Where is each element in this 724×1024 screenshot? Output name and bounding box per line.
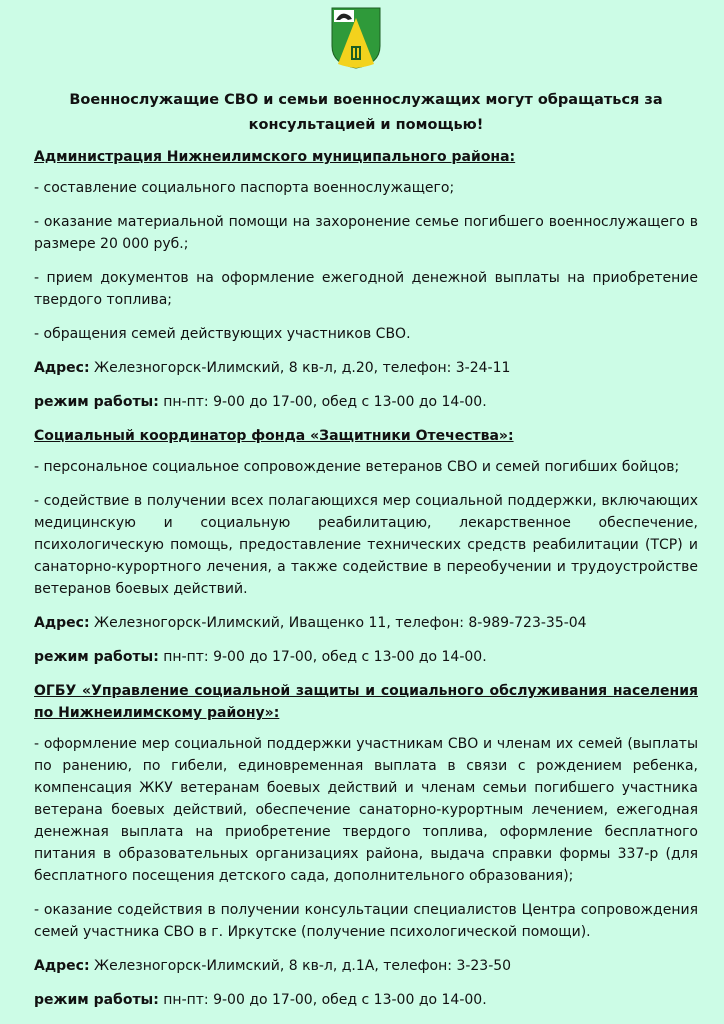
list-item: - оказание материальной помощи на захоронение семье погибшего военнослужащего в размере 20 000 руб.; xyxy=(34,214,698,252)
address-label: Адрес: xyxy=(34,360,90,376)
page-title: Военнослужащие СВО и семьи военнослужащих могут обращаться за консультацией и помощью! xyxy=(69,92,663,133)
section-heading: Социальный координатор фонда «Защитники Отечества»: xyxy=(34,428,514,444)
list-item: - персональное социальное сопровождение ветеранов СВО и семей погибших бойцов; xyxy=(34,459,680,475)
hours-label: режим работы: xyxy=(34,992,159,1008)
hours-line xyxy=(34,646,698,668)
address-value: Железногорск-Илимский, 8 кв-л, д.20, телефон: 3-24-11 xyxy=(89,360,511,376)
coat-of-arms-icon xyxy=(330,6,382,70)
list-item: - составление социального паспорта военнослужащего; xyxy=(34,180,455,196)
hours-line xyxy=(34,391,698,413)
address-value: Железногорск-Илимский, 8 кв-л, д.1А, телефон: 3-23-50 xyxy=(89,958,512,974)
list-item: - оформление мер социальной поддержки участникам СВО и членам их семей (выплаты по ранению, по гибели, единовременная выплата в связи с рождением ребенка, компенсация ЖКУ ветеранам боевых действий и членам семьи погибшего участника ветерана боевых действий, обеспечение санаторно-курортным лечением, ежегодная денежная выплата на приобретение твердого топлива, оформление бесплатного питания в образовательных организациях района, выдача справки формы 337-р (для бесплатного посещения детского сада, дополнительного образования); xyxy=(34,736,698,884)
address-label: Адрес: xyxy=(34,615,90,631)
section-heading: Администрация Нижнеилимского муниципального района: xyxy=(34,149,516,165)
list-item: - обращения семей действующих участников СВО. xyxy=(34,326,411,342)
list-item: - оказание содействия в получении консультации специалистов Центра сопровождения семей участника СВО в г. Иркутске (получение психологической помощи). xyxy=(34,902,698,940)
section-administration xyxy=(34,146,698,413)
address-label: Адрес: xyxy=(34,958,90,974)
hours-value: пн-пт: 9-00 до 17-00, обед с 13-00 до 14-00. xyxy=(158,394,487,410)
list-item: - прием документов на оформление ежегодной денежной выплаты на приобретение твердого топлива; xyxy=(34,270,698,308)
address-line xyxy=(34,612,698,634)
hours-value: пн-пт: 9-00 до 17-00, обед с 13-00 до 14-00. xyxy=(158,992,487,1008)
hours-value: пн-пт: 9-00 до 17-00, обед с 13-00 до 14-00. xyxy=(158,649,487,665)
address-line xyxy=(34,357,698,379)
hours-line xyxy=(34,989,698,1011)
hours-label: режим работы: xyxy=(34,649,159,665)
list-item: - содействие в получении всех полагающихся мер социальной поддержки, включающих медицинскую и социальную реабилитацию, лекарственное обеспечение, психологическую помощь, предоставление технических средств реабилитации (ТСР) и санаторно-курортного лечения, а также содействие в переобучении и трудоустройстве ветеранов боевых действий. xyxy=(34,493,698,597)
hours-label: режим работы: xyxy=(34,394,159,410)
section-heading: ОГБУ «Управление социальной защиты и социального обслуживания населения по Нижнеилимскому району»: xyxy=(34,683,698,721)
section-social-coordinator xyxy=(34,425,698,668)
document-body xyxy=(34,146,698,1023)
address-value: Железногорск-Илимский, Иващенко 11, телефон: 8-989-723-35-04 xyxy=(89,615,587,631)
section-social-protection xyxy=(34,680,698,1011)
address-line xyxy=(34,955,698,977)
